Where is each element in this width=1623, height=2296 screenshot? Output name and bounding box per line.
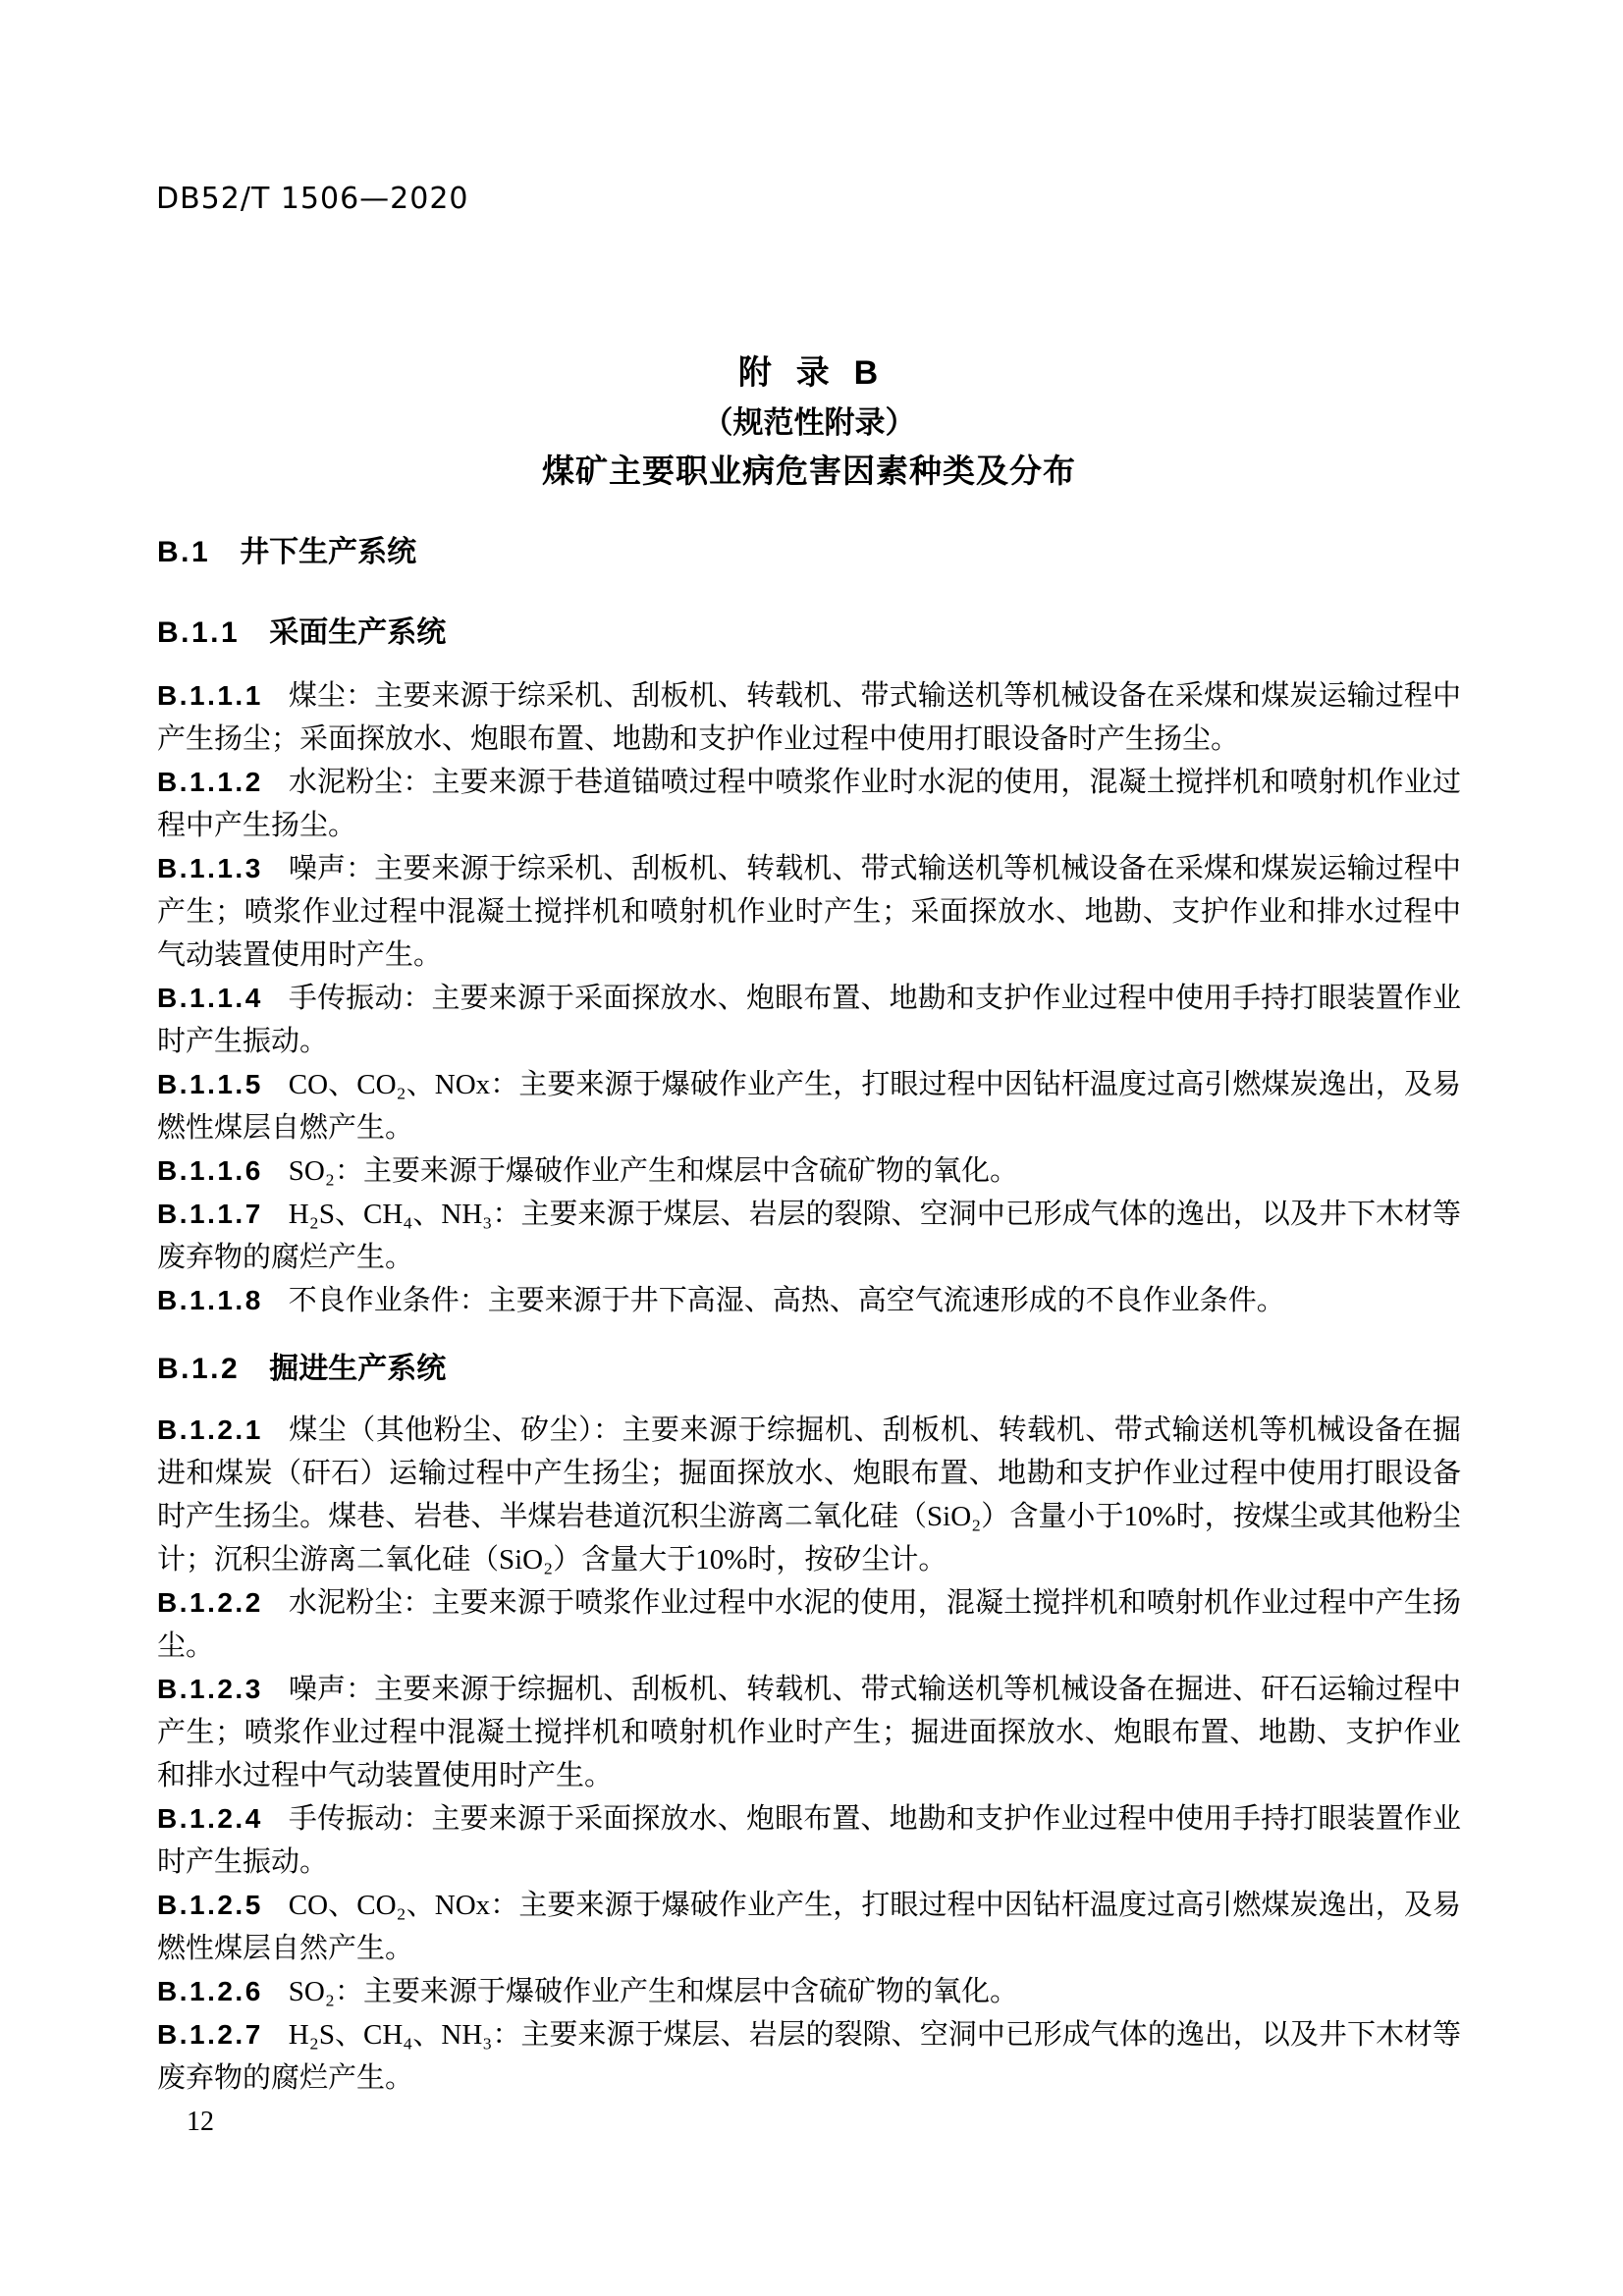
clauses-b11 (157, 674, 1461, 1322)
clause-b116-text: SO₂：主要来源于爆破作业产生和煤层中含硫矿物的氧化。 (288, 1155, 1018, 1187)
clause-b111-number: B.1.1.1 (157, 680, 263, 711)
clause-b124-text: 手传振动：主要来源于采面探放水、炮眼布置、地勘和支护作业过程中使用手持打眼装置作业时产生振动。 (157, 1803, 1461, 1878)
clause-b118-number: B.1.1.8 (157, 1285, 263, 1315)
clause-b117-number: B.1.1.7 (157, 1199, 263, 1229)
section-b1-number: B.1 (157, 536, 211, 568)
clause-b121-text: 煤尘（其他粉尘、矽尘）：主要来源于综掘机、刮板机、转载机、带式输送机等机械设备在掘进和煤炭（矸石）运输过程中产生扬尘；掘面探放水、炮眼布置、地勘和支护作业过程中使用打眼设备时产生扬尘。煤巷、岩巷、半煤岩巷道沉积尘游离二氧化硅（SiO₂）含量小于10%时，按煤尘或其他粉尘计；沉积尘游离二氧化硅（SiO₂）含量大于10%时，按矽尘计。 (157, 1415, 1461, 1575)
clause-b114-number: B.1.1.4 (157, 983, 263, 1013)
clause-b123-text: 噪声：主要来源于综掘机、刮板机、转载机、带式输送机等机械设备在掘进、矸石运输过程中产生；喷浆作业过程中混凝土搅拌机和喷射机作业时产生；掘进面探放水、炮眼布置、地勘、支护作业和排水过程中气动装置使用时产生。 (157, 1674, 1461, 1791)
clause-b125-text: CO、CO₂、NOx：主要来源于爆破作业产生，打眼过程中因钻杆温度过高引燃煤炭逸出，及易燃性煤层自然产生。 (157, 1890, 1461, 1964)
clause-b112 (157, 761, 1461, 847)
clause-b122-number: B.1.2.2 (157, 1587, 263, 1618)
clause-b113-text: 噪声：主要来源于综采机、刮板机、转载机、带式输送机等机械设备在采煤和煤炭运输过程中产生；喷浆作业过程中混凝土搅拌机和喷射机作业时产生；采面探放水、地勘、支护作业和排水过程中气动装置使用时产生。 (157, 853, 1461, 971)
appendix-subtitle: （规范性附录） (702, 405, 916, 440)
clause-b118 (157, 1279, 1461, 1322)
clause-b121-number: B.1.2.1 (157, 1415, 263, 1445)
clause-b115-text: CO、CO₂、NOx：主要来源于爆破作业产生，打眼过程中因钻杆温度过高引燃煤炭逸出，及易燃性煤层自燃产生。 (157, 1069, 1461, 1144)
doc-code-header: DB52/T 1506—2020 (156, 182, 469, 216)
clause-b127-text: H₂S、CH₄、NH₃：主要来源于煤层、岩层的裂隙、空洞中已形成气体的逸出，以及井下木材等废弃物的腐烂产生。 (157, 2019, 1461, 2094)
clause-b116 (157, 1149, 1461, 1193)
clause-b111 (157, 674, 1461, 761)
clause-b126-text: SO₂：主要来源于爆破作业产生和煤层中含硫矿物的氧化。 (288, 1976, 1018, 2007)
section-b11-number: B.1.1 (157, 616, 241, 649)
clause-b121 (157, 1409, 1461, 1581)
clause-b115 (157, 1063, 1461, 1149)
clause-b122 (157, 1581, 1461, 1668)
section-b12-title: 掘进生产系统 (269, 1353, 447, 1385)
appendix-content (157, 0, 1461, 2100)
clause-b114 (157, 977, 1461, 1063)
section-b11-title: 采面生产系统 (269, 616, 447, 649)
section-heading-b12 (157, 1354, 1461, 1385)
clause-b124 (157, 1797, 1461, 1884)
clause-b126-number: B.1.2.6 (157, 1976, 263, 2006)
appendix-title: 附 录 B (737, 354, 881, 392)
section-b12-number: B.1.2 (157, 1353, 241, 1385)
section-heading-b1 (157, 537, 1461, 568)
clause-b125 (157, 1884, 1461, 1970)
clause-b127-number: B.1.2.7 (157, 2019, 263, 2050)
clauses-b12 (157, 1409, 1461, 2100)
clause-b112-text: 水泥粉尘：主要来源于巷道锚喷过程中喷浆作业时水泥的使用，混凝土搅拌机和喷射机作业过程中产生扬尘。 (157, 767, 1461, 841)
clause-b126 (157, 1970, 1461, 2013)
clause-b114-text: 手传振动：主要来源于采面探放水、炮眼布置、地勘和支护作业过程中使用手持打眼装置作业时产生振动。 (157, 983, 1461, 1057)
clause-b115-number: B.1.1.5 (157, 1069, 263, 1099)
appendix-name: 煤矿主要职业病危害因素种类及分布 (542, 453, 1076, 489)
clause-b122-text: 水泥粉尘：主要来源于喷浆作业过程中水泥的使用，混凝土搅拌机和喷射机作业过程中产生扬尘。 (157, 1587, 1461, 1662)
clause-b127 (157, 2013, 1461, 2100)
clause-b123 (157, 1668, 1461, 1797)
page-number: 12 (187, 2107, 214, 2137)
clause-b123-number: B.1.2.3 (157, 1674, 263, 1704)
section-b1-title: 井下生产系统 (240, 536, 417, 568)
clause-b117 (157, 1193, 1461, 1279)
clause-b111-text: 煤尘：主要来源于综采机、刮板机、转载机、带式输送机等机械设备在采煤和煤炭运输过程中产生扬尘；采面探放水、炮眼布置、地勘和支护作业过程中使用打眼设备时产生扬尘。 (157, 680, 1461, 755)
clause-b116-number: B.1.1.6 (157, 1155, 263, 1186)
clause-b117-text: H₂S、CH₄、NH₃：主要来源于煤层、岩层的裂隙、空洞中已形成气体的逸出，以及井下木材等废弃物的腐烂产生。 (157, 1199, 1461, 1273)
clause-b112-number: B.1.1.2 (157, 767, 263, 797)
clause-b113 (157, 847, 1461, 977)
section-heading-b11 (157, 617, 1461, 649)
clause-b124-number: B.1.2.4 (157, 1803, 263, 1834)
clause-b125-number: B.1.2.5 (157, 1890, 263, 1920)
clause-b113-number: B.1.1.3 (157, 853, 263, 883)
clause-b118-text: 不良作业条件：主要来源于井下高湿、高热、高空气流速形成的不良作业条件。 (288, 1285, 1285, 1316)
